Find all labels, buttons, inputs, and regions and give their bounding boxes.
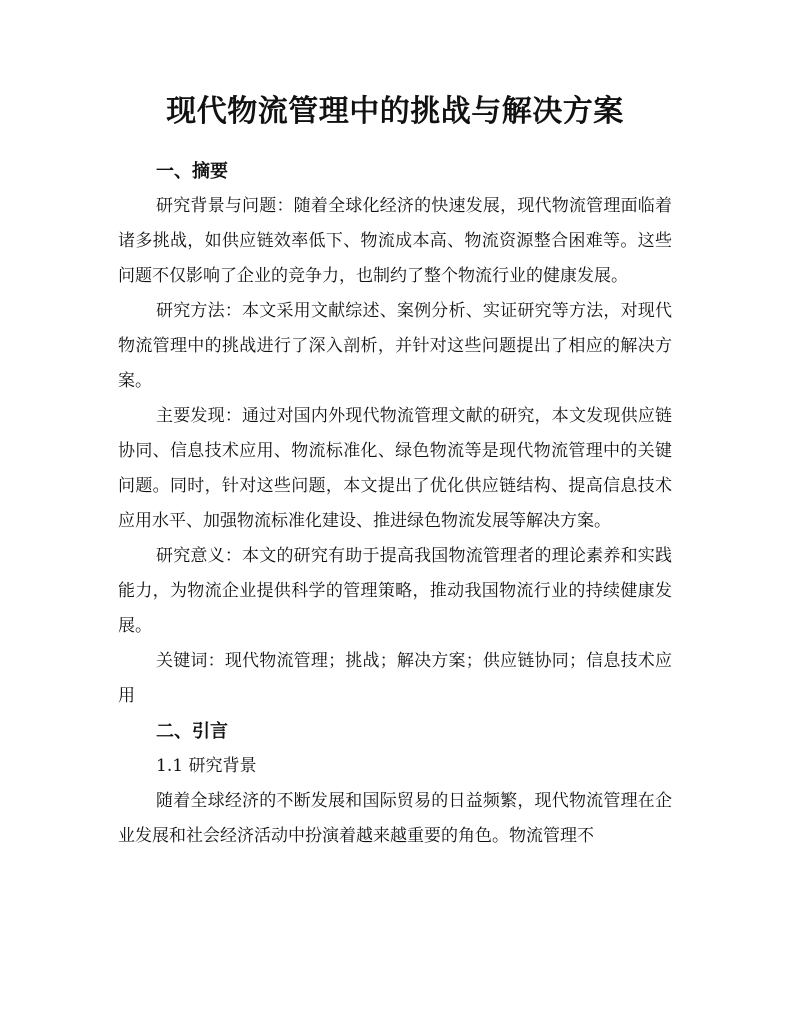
- section-heading-introduction: 二、引言: [156, 721, 228, 742]
- introduction-paragraph: 随着全球经济的不断发展和国际贸易的日益频繁，现代物流管理在企业发展和社会经济活动中扮演着越来越重要的角色。物流管理不: [118, 791, 672, 846]
- abstract-findings-paragraph: 主要发现：通过对国内外现代物流管理文献的研究，本文发现供应链协同、信息技术应用、物流标准化、绿色物流等是现代物流管理中的关键问题。同时，针对这些问题，本文提出了优化供应链结构、提高信息技术应用水平、加强物流标准化建设、推进绿色物流发展等解决方案。: [118, 406, 672, 531]
- abstract-background-paragraph: 研究背景与问题：随着全球化经济的快速发展，现代物流管理面临着诸多挑战，如供应链效率低下、物流成本高、物流资源整合困难等。这些问题不仅影响了企业的竞争力，也制约了整个物流行业的健康发展。: [118, 196, 672, 286]
- section-heading-abstract: 一、摘要: [156, 161, 228, 182]
- abstract-method-paragraph: 研究方法：本文采用文献综述、案例分析、实证研究等方法，对现代物流管理中的挑战进行了深入剖析，并针对这些问题提出了相应的解决方案。: [118, 301, 672, 391]
- keywords-paragraph: 关键词：现代物流管理；挑战；解决方案；供应链协同；信息技术应用: [118, 651, 672, 706]
- document-title: 现代物流管理中的挑战与解决方案: [166, 94, 624, 129]
- subsection-heading-background: 1.1 研究背景: [156, 756, 257, 776]
- abstract-significance-paragraph: 研究意义：本文的研究有助于提高我国物流管理者的理论素养和实践能力，为物流企业提供科学的管理策略，推动我国物流行业的持续健康发展。: [118, 546, 672, 636]
